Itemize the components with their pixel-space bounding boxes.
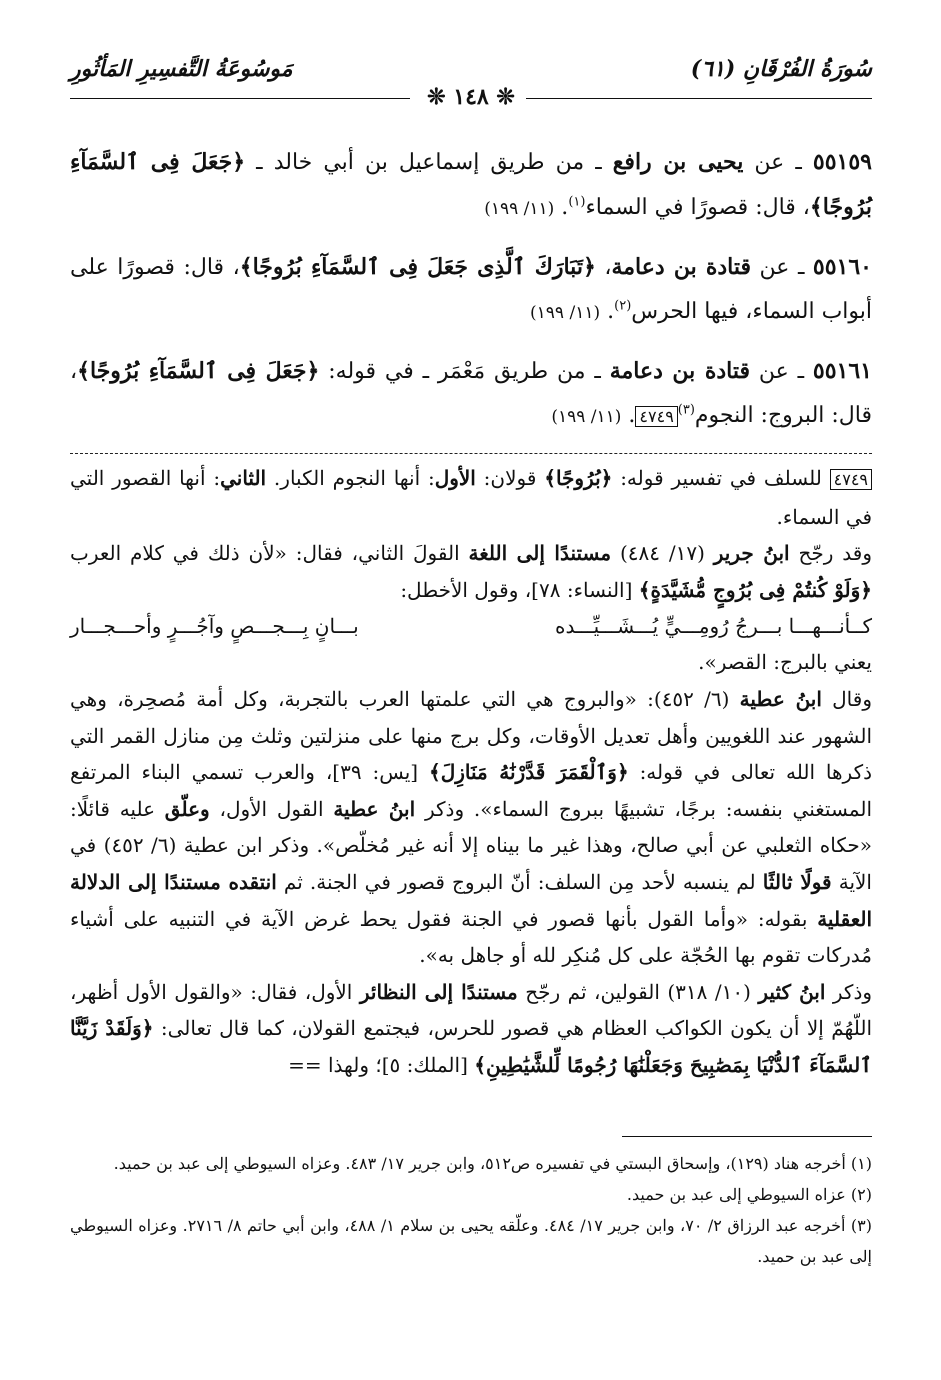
narrator-name: قتادة بن دعامة bbox=[609, 358, 750, 384]
note-paragraph bbox=[70, 974, 872, 1084]
volume-reference: (١١/ ١٩٩) bbox=[484, 199, 555, 219]
entry-number: ٥٥١٦٠ bbox=[812, 254, 872, 280]
poem-verse bbox=[70, 608, 872, 644]
emphasis: مستندًا إلى اللغة bbox=[468, 541, 612, 566]
footnote-marker: (٣) bbox=[677, 402, 695, 418]
entry-text: . bbox=[554, 195, 569, 220]
emphasis: وعلّق bbox=[164, 796, 210, 821]
note-paragraph bbox=[70, 681, 872, 974]
quran-verse: ﴿جَعَلَ فِى ٱلسَّمَآءِ بُرُوجًا﴾ bbox=[70, 149, 872, 220]
note-text: بقوله: «وأما القول بأنها قصور في الجنة فقول يحط غرض الآية في التنبيه على أشياء مُدركات تقوم بها الحُجّة على كل مُنكِر لله أو جاهل به». bbox=[70, 906, 872, 968]
note-text: (٦/ ٤٥٢): «والبروج هي التي علمتها العرب بالتجربة، وكل أمة مُصحِرة، وهي الشهور عند اللغويين وأهل تعديل الأوقات، وكل برج منها على منزلتين وثلث مِن منازل القمر التي ذكرها الله تعالى في قوله: bbox=[70, 686, 873, 785]
quran-verse: ﴿جَعَلَ فِى ٱلسَّمَآءِ بُرُوجًا﴾ bbox=[77, 358, 320, 384]
entry-text: ، قال: البروج: النجوم bbox=[70, 359, 872, 428]
entry-text: ـ عن bbox=[751, 255, 813, 280]
note-text: [الملك: ٥]؛ ولهذا == bbox=[288, 1052, 475, 1077]
note-text: وقال bbox=[821, 686, 872, 711]
narrator-name: قتادة بن دعامة bbox=[611, 254, 752, 280]
note-text: القولَ الثاني، فقال: «لأن ذلك في كلام العرب bbox=[70, 541, 469, 566]
header-rule-left bbox=[70, 98, 410, 99]
note-text: (١٠/ ٣١٨) القولين، ثم رجّح bbox=[517, 979, 759, 1004]
emphasis: انتقده مستندًا إلى الدلالة العقلية bbox=[70, 869, 872, 931]
entry-55161 bbox=[70, 349, 872, 439]
page bbox=[70, 54, 872, 1354]
entry-text: ـ عن bbox=[750, 359, 813, 384]
entry-text: . bbox=[600, 299, 615, 324]
emphasis: قولًا ثالثًا bbox=[762, 869, 832, 894]
entry-text: . bbox=[621, 403, 636, 428]
note-text: لم ينسبه لأحد مِن السلف: أنّ البروج قصور في الجنة. ثم bbox=[276, 869, 763, 894]
scholar-name: ابنُ جرير bbox=[713, 541, 790, 566]
volume-reference: (١١/ ١٩٩) bbox=[530, 303, 601, 323]
header-rule-right bbox=[522, 98, 872, 99]
entry-55159 bbox=[70, 140, 872, 231]
note-text: [النساء: ٧٨]، وقول الأخطل: bbox=[400, 577, 639, 602]
scholar-name: ابنُ عطية bbox=[739, 686, 822, 711]
note-paragraph: يعني بالبرج: القصر». bbox=[698, 650, 872, 675]
entry-text: ، قال: قصورًا على أبواب السماء، فيها الحرس bbox=[70, 255, 872, 324]
footnote-3: (٣) أخرجه عبد الرزاق ٢/ ٧٠، وابن جرير ١٧/ ٤٨٤. وعلّقه يحيى بن سلام ١/ ٤٨٨، وابن أبي حاتم ٨/ ٢٧١٦. وعزاه السيوطي إلى عبد بن حميد. bbox=[70, 1216, 873, 1266]
note-paragraph bbox=[70, 460, 872, 535]
entry-text: ، قال: قصورًا في السماء bbox=[585, 195, 810, 220]
note-text: عليه قائلًا: «حكاه الثعلبي عن أبي صالح، وهذا غير ما بيناه إلا أنه غير مُخلّص». وذكر ابن عطية (٦/ ٤٥٢) في الآية bbox=[70, 796, 873, 894]
page-body bbox=[70, 140, 872, 1084]
note-text: (١٧/ ٤٨٤) bbox=[611, 541, 714, 566]
footnote-2: (٢) عزاه السيوطي إلى عبد بن حميد. bbox=[626, 1185, 872, 1204]
note-text: القول الأول، bbox=[209, 796, 334, 821]
page-header bbox=[70, 54, 872, 110]
emphasis: الأول bbox=[434, 466, 476, 490]
entry-number: ٥٥١٥٩ bbox=[812, 149, 872, 175]
footnote-rule bbox=[622, 1136, 872, 1137]
quran-verse: ﴿وَٱلْقَمَرَ قَدَّرْنَٰهُ مَنَازِلَ﴾ bbox=[429, 760, 629, 785]
note-text: للسلف في تفسير قوله: bbox=[612, 466, 830, 490]
poem-hemistich-left: بـــانٍ بِـــجـــصٍ وآجُـــرٍ وأحـــجـــار bbox=[70, 614, 359, 639]
entry-text: ، bbox=[595, 255, 612, 280]
footnotes bbox=[70, 1148, 872, 1272]
footnote-1: (١) أخرجه هناد (١٢٩)، وإسحاق البستي في تفسيره ص٥١٢، وابن جرير ١٧/ ٤٨٣. وعزاه السيوطي إلى عبد بن حميد. bbox=[113, 1154, 872, 1173]
note-text: [يس: ٣٩]، والعرب تسمي البناء المرتفع المستغني بنفسه: برجًا، تشبيهًا ببروج السماء». وذكر bbox=[70, 760, 872, 821]
entry-55160 bbox=[70, 245, 872, 335]
quran-verse: ﴿تَبَارَكَ ٱلَّذِى جَعَلَ فِى ٱلسَّمَآءِ بُرُوجًا﴾ bbox=[239, 254, 596, 280]
volume-reference: (١١/ ١٩٩) bbox=[551, 407, 622, 427]
quran-verse: ﴿وَلَقَدْ زَيَّنَّا ٱلسَّمَآءَ ٱلدُّنْيَا بِمَصَٰبِيحَ وَجَعَلْنَٰهَا رُجُومًا لِّلشَّيَٰطِينِ﴾ bbox=[70, 1016, 872, 1077]
scholar-name: ابنُ عطية bbox=[333, 796, 416, 821]
note-number-box: ٤٧٤٩ bbox=[830, 469, 872, 490]
commentary-note bbox=[70, 460, 872, 1084]
note-text: الأول، فقال: «والقول الأول أظهر، اللّهُمّ إلا أن يكون الكواكب العظام هي قصور للحرس، فيجتمع القولان، كما قال تعالى: bbox=[70, 979, 873, 1041]
quran-verse: ﴿بُرُوجًا﴾ bbox=[544, 466, 613, 490]
entry-text: ـ من طريق إسماعيل بن أبي خالد ـ bbox=[245, 150, 613, 175]
note-reference-box[interactable]: ٤٧٤٩ bbox=[635, 406, 677, 427]
book-title: مَوسُوعَةُ التَّفسِيرِ المَأثُورِ bbox=[70, 56, 293, 82]
surah-title: سُورَةُ الفُرْقَانِ (٦١) bbox=[690, 56, 872, 82]
entry-text: ـ عن bbox=[743, 150, 813, 175]
emphasis: الثاني bbox=[220, 466, 267, 490]
narrator-name: يحيى بن رافع bbox=[612, 149, 744, 175]
note-text: : أنها النجوم الكبار. bbox=[266, 466, 435, 490]
footnote-marker: (١) bbox=[568, 194, 586, 210]
emphasis: مستندًا إلى النظائر bbox=[359, 979, 518, 1004]
note-paragraph bbox=[70, 535, 872, 608]
note-text: وقد رجّح bbox=[789, 541, 872, 566]
scholar-name: ابنُ كثير bbox=[758, 979, 826, 1004]
quran-verse: ﴿وَلَوْ كُنتُمْ فِى بُرُوجٍ مُّشَيَّدَةٍ﴾ bbox=[638, 577, 872, 602]
page-number: ❊ ١٤٨ ❊ bbox=[416, 84, 526, 110]
section-divider bbox=[70, 453, 872, 454]
entry-number: ٥٥١٦١ bbox=[812, 358, 872, 384]
note-text: وذكر bbox=[825, 979, 873, 1004]
footnote-marker: (٢) bbox=[614, 298, 632, 314]
note-text: : أنها القصور التي في السماء. bbox=[70, 466, 872, 529]
note-text: قولان: bbox=[475, 466, 545, 490]
entry-text: ـ من طريق مَعْمَر ـ في قوله: bbox=[319, 359, 610, 384]
poem-hemistich-right: كــأنـــهـــا بـــرجُ رُومِـــيٍّ يُـــشَـــيِّـــده bbox=[555, 614, 872, 639]
